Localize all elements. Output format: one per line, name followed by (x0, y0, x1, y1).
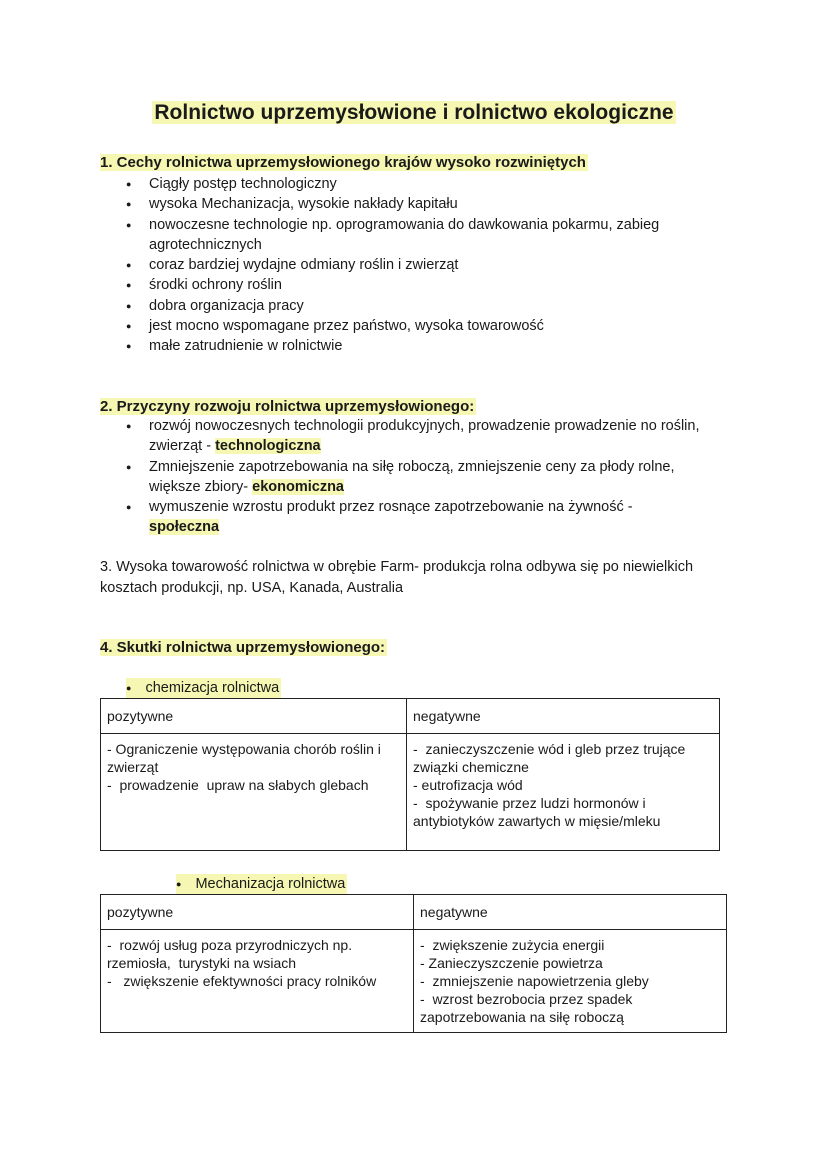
effect-item: - wzrost bezrobocia przez spadek zapotrzebowania na siłę roboczą (420, 991, 637, 1025)
section-1-heading (100, 153, 588, 173)
table-header-negative: negatywne (414, 895, 727, 930)
section-2-heading (100, 397, 476, 417)
table-header-positive: pozytywne (101, 895, 414, 930)
list-item: ● małe zatrudnienie w rolnictwie (100, 336, 720, 356)
mechanization-label-text: Mechanizacja rolnictwa (195, 876, 346, 892)
mechanization-table (100, 894, 727, 1033)
section-3-paragraph: 3. Wysoka towarowość rolnictwa w obrębie Farm- produkcja rolna odbywa się po niewielkich kosztach produkcji, np. USA, Kanada, Australia (100, 559, 694, 596)
bullet-icon: ● (176, 879, 182, 890)
cause-category: społeczna (149, 519, 220, 536)
effect-item: - prowadzenie upraw na słabych glebach (107, 777, 369, 793)
effect-item: - zwiększenie zużycia energii (420, 937, 605, 953)
chemization-label (126, 678, 281, 698)
table-header-negative: negatywne (407, 699, 720, 734)
effect-item: - Ograniczenie występowania chorób roślin i zwierząt (107, 741, 385, 775)
effect-item: - zmniejszenie napowietrzenia gleby (420, 973, 649, 989)
list-item (100, 457, 719, 498)
list-item: ● nowoczesne technologie np. oprogramowania do dawkowania pokarmu, zabieg agrotechnicznych (100, 215, 709, 256)
document-title (0, 98, 828, 128)
list-item: ● jest mocno wspomagane przez państwo, wysoka towarowość (100, 316, 720, 336)
effect-item: - spożywanie przez ludzi hormonów i antybiotyków zawartych w mięsie/mleku (413, 795, 661, 829)
positive-effects-cell (101, 930, 414, 1033)
section-1-heading-text: 1. Cechy rolnictwa uprzemysłowionego krajów wysoko rozwiniętych (100, 154, 586, 171)
positive-effects-cell (101, 734, 407, 851)
bullet-icon: ● (126, 683, 132, 694)
chemization-table (100, 698, 720, 851)
cause-text: rozwój nowoczesnych technologii produkcyjnych, prowadzenie prowadzenie no roślin, zwierząt - (149, 418, 700, 455)
cause-category: technologiczna (215, 438, 321, 455)
section-4-heading (100, 638, 387, 658)
section-2-list (100, 416, 720, 538)
effect-item: - zanieczyszczenie wód i gleb przez trujące związki chemiczne (413, 741, 690, 775)
section-4-heading-text: 4. Skutki rolnictwa uprzemysłowionego: (100, 639, 386, 656)
list-item: ● Ciągły postęp technologiczny (100, 174, 720, 194)
cause-text: wymuszenie wzrostu produkt przez rosnące zapotrzebowanie na żywność - (149, 499, 633, 516)
list-item: ● środki ochrony roślin (100, 275, 720, 295)
table-header-positive: pozytywne (101, 699, 407, 734)
list-item: ● wysoka Mechanizacja, wysokie nakłady kapitału (100, 194, 720, 214)
negative-effects-cell (407, 734, 720, 851)
effect-item: - eutrofizacja wód (413, 777, 523, 793)
mechanization-label (176, 874, 347, 894)
effect-item: - Zanieczyszczenie powietrza (420, 955, 603, 971)
negative-effects-cell (414, 930, 727, 1033)
list-item (100, 497, 689, 538)
section-2-heading-text: 2. Przyczyny rozwoju rolnictwa uprzemysłowionego: (100, 398, 475, 415)
cause-category: ekonomiczna (252, 478, 344, 495)
chemization-label-text: chemizacja rolnictwa (145, 680, 280, 696)
cause-text: Zmniejszenie zapotrzebowania na siłę roboczą, zmniejszenie ceny za płody rolne, większe zbiory- (149, 458, 675, 495)
section-1-list (100, 174, 720, 357)
list-item: ● coraz bardziej wydajne odmiany roślin i zwierząt (100, 255, 720, 275)
list-item (100, 416, 709, 457)
list-item: ● dobra organizacja pracy (100, 296, 720, 316)
effect-item: - zwiększenie efektywności pracy rolników (107, 973, 377, 989)
effect-item: - rozwój usług poza przyrodniczych np. rzemiosła, turystyki na wsiach (107, 937, 356, 971)
document-title-text: Rolnictwo uprzemysłowione i rolnictwo ekologiczne (154, 101, 674, 124)
